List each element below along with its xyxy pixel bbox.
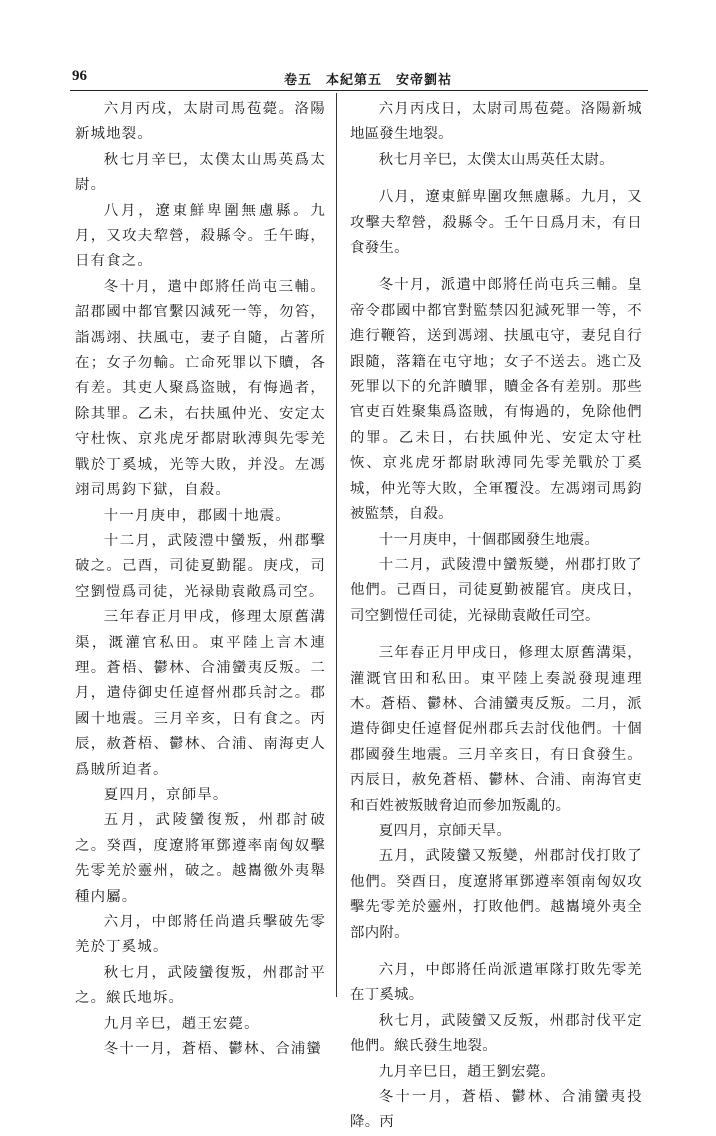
paragraph: 冬十月，派遣中郎將任尚屯兵三輔。皇帝令郡國中都官對監禁囚犯減死罪一等，不進行鞭笞，送到馮翊、扶風屯守，妻兒自行跟隨，落籍在屯守地；女子不送去。逃亡及死罪以下的允許贖罪，贖金各有差别。那些官吏百姓聚集爲盗賊，有悔過的，免除他們的罪。乙未日，右扶風仲光、安定太守杜恢、京兆虎牙都尉耿溥同先零羌戰於丁奚城，仲光等大敗，全軍覆没。左馮翊司馬鈞被監禁，自殺。 (350, 277, 642, 523)
paragraph: 六月，中郎將任尚派遣軍隊打敗先零羌在丁奚城。 (350, 962, 642, 1004)
paragraph: 秋七月，武陵蠻又反叛，州郡討伐平定他們。緱氏發生地裂。 (350, 1012, 642, 1055)
paragraph: 冬十一月，蒼梧、鬱林、合浦蠻 (103, 1041, 323, 1058)
running-title: 卷五 本紀第五 安帝劉祜 (284, 73, 453, 88)
paragraph: 六月，中郎將任尚遣兵擊破先零羌於丁奚城。 (75, 914, 326, 956)
paragraph: 六月丙戌，太尉司馬苞薨。洛陽新城地裂。 (75, 101, 326, 143)
paragraph: 秋七月辛巳，太僕太山馬英爲太尉。 (75, 151, 326, 194)
paragraph: 秋七月，武陵蠻復叛，州郡討平之。緱氏地坼。 (75, 964, 326, 1007)
paragraph: 夏四月，京師旱。 (103, 786, 229, 803)
paragraph: 五月，武陵蠻復叛，州郡討破之。癸酉，度遼將軍鄧遵率南匈奴擊先零羌於靈州，破之。越巂徼外夷舉種内屬。 (75, 812, 326, 905)
paragraph: 冬十一月，蒼梧、鬱林、合浦蠻夷投降。丙 (350, 1089, 642, 1131)
paragraph: 九月辛巳，趙王宏薨。 (103, 1015, 260, 1032)
paragraph: 五月，武陵蠻又叛變，州郡討伐打敗了他們。癸酉日，度遼將軍鄧遵率領南匈奴攻擊先零羌於靈州，打敗他們。越巂境外夷全部内附。 (350, 848, 642, 941)
paragraph: 三年春正月甲戌日，修理太原舊溝渠，灌溉官田和私田。東平陸上奏説發現連理木。蒼梧、鬱林、合浦蠻夷反叛。二月，派遣侍御史任逴督促州郡兵去討伐他們。十個郡國發生地震。三月辛亥日，有日食發生。丙辰日，赦免蒼梧、鬱林、合浦、南海官吏和百姓被叛賊脅迫而參加叛亂的。 (350, 645, 642, 814)
paragraph: 夏四月，京師天旱。 (378, 822, 512, 839)
paragraph: 秋七月辛巳，太僕太山馬英任太尉。 (378, 151, 614, 168)
header-rule (70, 90, 648, 91)
paragraph: 冬十月，遣中郎將任尚屯三輔。詔郡國中都官繫囚減死一等，勿笞，詣馮翊、扶風屯，妻子自隨，占著所在；女子勿輸。亡命死罪以下贖，各有差。其吏人聚爲盗賊，有悔過者，除其罪。乙未，右扶風仲光、安定太守杜恢、京兆虎牙都尉耿溥與先零羌戰於丁奚城，光等大敗，并没。左馮翊司馬鈞下獄，自殺。 (75, 278, 326, 499)
translation-column (350, 97, 642, 1131)
paragraph: 十一月庚申，郡國十地震。 (103, 507, 291, 524)
paragraph: 三年春正月甲戌，修理太原舊溝渠，溉灌官私田。東平陸上言木連理。蒼梧、鬱林、合浦蠻夷反叛。二月，遣侍御史任逴督州郡兵討之。郡國十地震。三月辛亥，日有食之。丙辰，赦蒼梧、鬱林、合浦、南海吏人爲賊所迫者。 (75, 609, 326, 778)
classical-text-column (75, 97, 326, 1058)
paragraph: 十二月，武陵澧中蠻叛，州郡擊破之。己酉，司徒夏勤罷。庚戌，司空劉愷爲司徒，光禄勛袁敞爲司空。 (75, 532, 326, 600)
page-number: 96 (72, 68, 87, 84)
page-header (72, 68, 644, 90)
paragraph: 八月，遼東鮮卑圍無慮縣。九月，又攻夫犂營，殺縣令。壬午晦，日有食之。 (75, 202, 326, 270)
column-divider (336, 93, 337, 997)
paragraph: 八月，遼東鮮卑圍攻無慮縣。九月，又攻擊夫犂營，殺縣令。壬午日爲月末，有日食發生。 (350, 189, 642, 257)
paragraph: 六月丙戌日，太尉司馬苞薨。洛陽新城地區發生地裂。 (350, 101, 642, 143)
paragraph: 十二月，武陵澧中蠻叛變，州郡打敗了他們。己酉日，司徒夏勤被罷官。庚戌日，司空劉愷任司徒，光禄勛袁敞任司空。 (350, 556, 642, 624)
paragraph: 十一月庚申，十個郡國發生地震。 (378, 531, 600, 548)
paragraph: 九月辛巳日，趙王劉宏薨。 (378, 1063, 556, 1080)
